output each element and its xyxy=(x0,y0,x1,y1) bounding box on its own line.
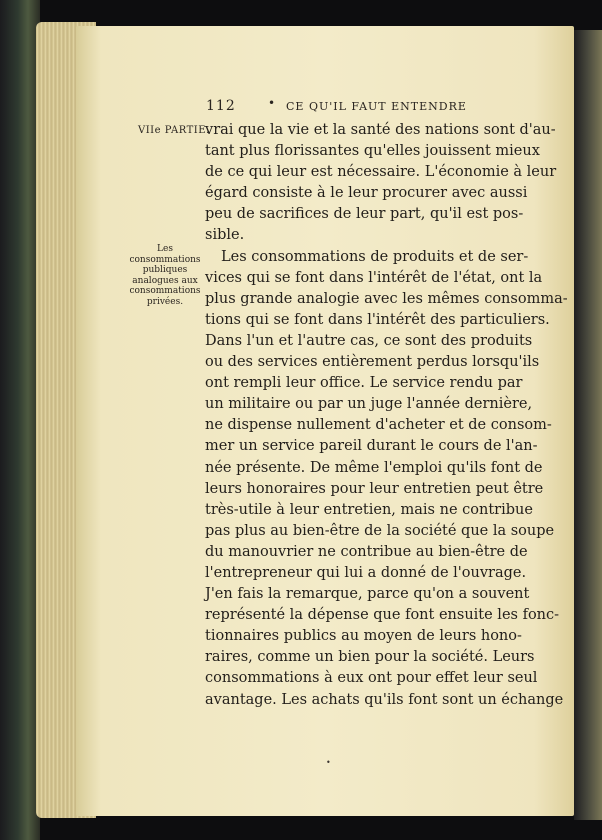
text-line: très-utile à leur entretien, mais ne contribue xyxy=(205,501,533,518)
text-line: ne dispense nullement d'acheter et de consom- xyxy=(205,417,552,434)
text-line: Les consommations de produits et de ser- xyxy=(221,248,529,265)
page-number: 112 xyxy=(206,98,236,114)
text-line: sible. xyxy=(205,227,245,244)
text-line: J'en fais la remarque, parce qu'on a souvent xyxy=(205,586,530,603)
text-line: raires, comme un bien pour la société. Leurs xyxy=(205,649,535,666)
text-line: avantage. Les achats qu'ils font sont un échange xyxy=(205,691,564,708)
running-header xyxy=(206,98,516,118)
text-line: plus grande analogie avec les mêmes consomma- xyxy=(205,290,568,307)
book-spine-left xyxy=(0,0,40,840)
book-cover-right xyxy=(574,30,602,820)
text-line: tions qui se font dans l'intérêt des particuliers. xyxy=(205,311,550,328)
text-line: consommations à eux ont pour effet leur seul xyxy=(205,670,538,687)
signature-mark: • xyxy=(326,758,331,767)
text-line: tionnaires publics au moyen de leurs hono- xyxy=(205,628,522,645)
body-text xyxy=(205,120,568,711)
text-line: ou des services entièrement perdus lorsqu'ils xyxy=(205,354,540,371)
header-separator: • xyxy=(268,96,277,110)
text-line: vrai que la vie et la santé des nations sont d'au- xyxy=(205,122,556,138)
text-line: pas plus au bien-être de la société que la soupe xyxy=(205,522,555,539)
text-line: mer un service pareil durant le cours de l'an- xyxy=(205,438,538,455)
text-line: Dans l'un et l'autre cas, ce sont des produits xyxy=(205,332,533,349)
text-line: de ce qui leur est nécessaire. L'économie à leur xyxy=(205,164,557,181)
text-line: égard consiste à le leur procurer avec aussi xyxy=(205,185,528,202)
text-line: un militaire ou par un juge l'année dernière, xyxy=(205,396,533,413)
margin-note: Les consommations publiques analogues aux consommations privées. xyxy=(129,244,201,307)
text-line: l'entrepreneur qui lui a donné de l'ouvrage. xyxy=(205,564,527,581)
running-title: CE QU'IL FAUT ENTENDRE xyxy=(286,100,467,113)
part-label: VIIe PARTIE. xyxy=(138,125,210,136)
text-line: leurs honoraires pour leur entretien peut être xyxy=(205,480,544,497)
text-line: du manouvrier ne contribue au bien-être de xyxy=(205,543,528,560)
text-line: peu de sacrifices de leur part, qu'il est pos- xyxy=(205,206,524,223)
text-line: vices qui se font dans l'intérêt de l'état, ont la xyxy=(205,269,543,286)
text-line: née présente. De même l'emploi qu'ils font de xyxy=(205,459,543,476)
text-line: tant plus florissantes qu'elles jouissent mieux xyxy=(205,143,540,160)
text-line: représenté la dépense que font ensuite les fonc- xyxy=(205,607,560,624)
text-line: ont rempli leur office. Le service rendu par xyxy=(205,375,523,392)
